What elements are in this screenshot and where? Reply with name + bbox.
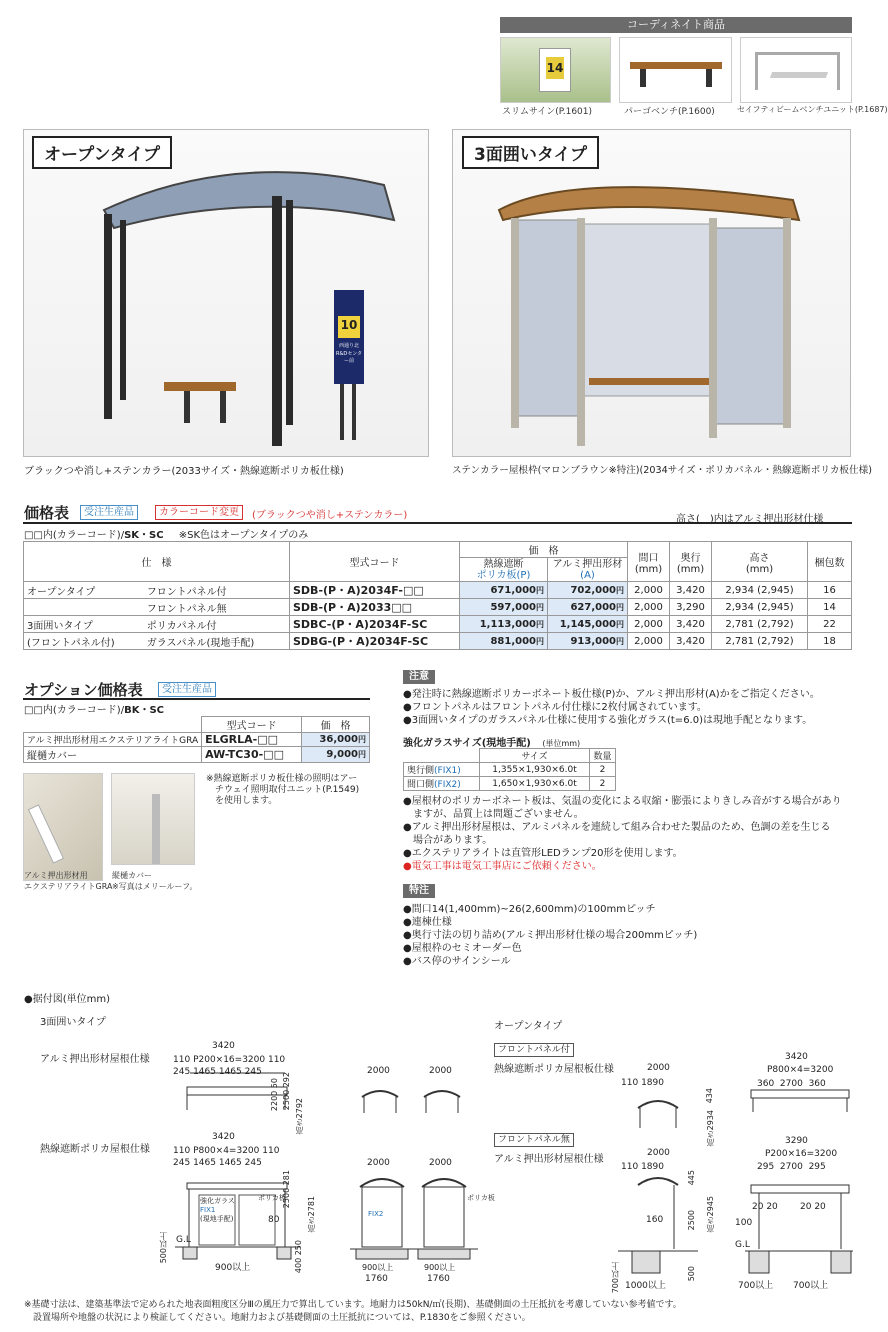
drain-caption: 縦樋カバー ※写真はメリールーフ。 — [112, 871, 198, 891]
dim-2000-a2: 2000 — [429, 1066, 452, 1076]
option-row: 縦樋カバー AW-TC30-□□ 9,000円 — [24, 747, 370, 763]
light-caption: アルミ押出形材用 エクステリアライトGRA — [24, 871, 113, 891]
open-type-label: オープンタイプ — [32, 136, 172, 169]
fix1-label: 強化ガラス FIX1 (現地手配) — [200, 1197, 235, 1223]
fix2-label: FIX2 — [368, 1210, 384, 1218]
sign-board-number: 10 — [340, 318, 358, 332]
polyplate-label-b: ポリカ板 — [258, 1194, 286, 1202]
dim-434: 434 — [705, 1088, 714, 1104]
open-type-illustration — [24, 130, 428, 456]
option-table: 型式コード 価 格 アルミ押出形材用エクステリアライトGRA ELGRLA-□□ 36,000円 縦樋カバー AW-TC30-□□ 9,000円 — [23, 716, 370, 763]
drawing-poly-label: 熱線遮断ポリカ屋根仕様 — [40, 1144, 150, 1155]
glass-table: サイズ 数量 奥行側(FIX1) 1,355×1,930×6.0t 2 間口側(FIX2) 1,650×1,930×6.0t 2 — [403, 748, 616, 791]
dim-3290: 3290 — [785, 1136, 808, 1146]
open-front-without-plan — [745, 1165, 855, 1295]
dim-vert-b: 2500 281 — [282, 1170, 291, 1209]
dim-row-f: 110 1890 — [621, 1162, 664, 1172]
dim-row-g: 295 2700 295 — [757, 1162, 826, 1172]
dim-700-g1: 700以上 — [738, 1281, 774, 1291]
pergo-bench-caption: パーゴベンチ(P.1600) — [624, 107, 715, 117]
notice-line-1: ●発注時に熱線遮断ポリカーボネート板仕様(P)か、アルミ押出形材(A)かをご指定ください。 — [403, 689, 820, 700]
dim-900-b: 900以上 — [215, 1263, 251, 1273]
dim-700-g2: 700以上 — [793, 1281, 829, 1291]
notice2-line-1: ●屋根材のポリカーボネート板は、気温の変化による収縮・膨張によりきしみ音がする場合があり — [403, 796, 842, 807]
dim-2000-b2: 2000 — [429, 1158, 452, 1168]
slim-sign-image — [500, 37, 611, 103]
drawing-open-label: オープンタイプ — [494, 1021, 563, 1032]
dim-500-f: 500 — [687, 1266, 696, 1282]
price-table: 仕 様 型式コード 価 格 間口 (mm) 奥行 (mm) 高さ (mm) 梱包数 熱線遮断 ポリカ板(P) アルミ押出形材 (A) オープンタイプ フロントパネル付 SDB-(P・A)2034F-□□ 671,000円 702,000円 2,000 3,420 2,934 (2,945) 16 フロントパネル無 SDB-(P・A)2033□□ 597,000円 627,000円 2,000 3,290 2,934 (2,945) 14 3面囲いタイプ ポリカパネル付 SDBC-(P・A)2034F-SC 1,113,000円 1,145,000円 2,000 3,420 2,781 (2,792) 22 (フロントパネル付) ガラスパネル(現地手配) SDBG-(P・A)2034F-SC 881,000円 913,000円 2,000 3,420 2,781 (2,792) 18 — [23, 541, 852, 650]
alu-roof-side-drawing — [358, 1075, 488, 1125]
h-2945: 高さ2945 — [706, 1196, 715, 1233]
dim-row-e: 360 2700 360 — [757, 1079, 826, 1089]
glass-title: 強化ガラスサイズ(現地手配) (単位mm) — [403, 738, 581, 749]
sign-board-line1: 西通り北 — [338, 343, 359, 349]
front-with-tag: フロントパネル付 — [494, 1043, 574, 1057]
special-line-3: ●奥行寸法の切り詰め(アルミ押出形材仕様の場合200mmピッチ) — [403, 930, 698, 941]
pergo-bench-image — [619, 37, 732, 103]
sign-board-line2: R&Dセンター前 — [335, 351, 363, 364]
slim-sign-caption: スリムサイン(P.1601) — [502, 107, 593, 117]
open-type-photo — [23, 129, 429, 457]
price-tag-color-change: カラーコード変更 — [155, 505, 243, 520]
dim-vert-a2: 2500 292 — [282, 1072, 291, 1111]
drawings-title: ●据付図(単位mm) — [24, 994, 111, 1005]
dim-row-b2: 245 1465 1465 245 — [173, 1158, 262, 1168]
dim-2000-f: 2000 — [647, 1148, 670, 1158]
notice2-line-3: ●アルミ押出形材屋根は、アルミパネルを連続して組み合わせた製品のため、色調の差を生じる — [403, 822, 831, 833]
gl-b: G.L — [176, 1235, 191, 1245]
dim-2000-d: 2000 — [647, 1063, 670, 1073]
dim-1760-c1: 1760 — [365, 1274, 388, 1284]
drawing-alu-label: アルミ押出形材屋根仕様 — [40, 1054, 150, 1065]
special-line-2: ●連棟仕様 — [403, 917, 452, 928]
dim-445: 445 — [687, 1170, 696, 1186]
dim-3420-a: 3420 — [212, 1041, 235, 1051]
notice2-line-4: 場合があります。 — [403, 835, 493, 846]
notice-label: 注意 — [403, 670, 435, 684]
special-line-4: ●屋根枠のセミオーダー色 — [403, 943, 522, 954]
dim-3420-b: 3420 — [212, 1132, 235, 1142]
open-type-caption: ブラックつや消し+ステンカラー(2033サイズ・熱線遮断ポリカ板仕様) — [24, 466, 344, 477]
three-side-illustration — [453, 130, 850, 456]
option-subline: □□内(カラーコード)/BK・SC — [24, 705, 164, 716]
notice-line-3: ●3面囲いタイプのガラスパネル仕様に使用する強化ガラス(t=6.0)は現地手配となります。 — [403, 715, 813, 726]
dim-p200-g: P200×16=3200 — [765, 1149, 838, 1159]
dim-3420-e: 3420 — [785, 1052, 808, 1062]
drawing-three-side-label: 3面囲いタイプ — [40, 1017, 106, 1028]
notice2-line-2: ますが、品質上は問題ございません。 — [403, 809, 584, 820]
footer-line-1: ※基礎寸法は、建築基準法で定められた地表面粗度区分Ⅲの風圧力で算出しています。地耐力は50kN/㎡(長期)、基礎側面の土圧抵抗を考慮していない参考値です。 — [24, 1300, 682, 1310]
dim-row-d: 110 1890 — [621, 1078, 664, 1088]
safety-bench-caption: セイフティビームベンチユニット(P.1687) — [737, 105, 888, 114]
price-tag-color-note: (ブラックつや消し+ステンカラー) — [252, 510, 408, 521]
dim-2000-a1: 2000 — [367, 1066, 390, 1076]
safety-bench-image — [740, 37, 852, 103]
dim-900-c1: 900以上 — [362, 1263, 394, 1272]
polyplate-label-c: ポリカ板 — [467, 1194, 495, 1202]
drain-cover-photo — [111, 773, 195, 865]
front-without-sub: アルミ押出形材屋根仕様 — [494, 1154, 604, 1165]
notice2-line-5: ●エクステリアライトは直管形LEDランプ20形を使用します。 — [403, 848, 683, 859]
dim-500up: 500以上 — [159, 1232, 168, 1264]
dim-2500-f: 2500 — [687, 1210, 696, 1231]
price-height-note: 高さ( )内はアルミ押出形材仕様 — [676, 514, 824, 525]
price-title: 価格表 — [24, 504, 70, 522]
dim-1760-c2: 1760 — [427, 1274, 450, 1284]
dim-1000-f: 1000以上 — [625, 1281, 666, 1291]
notice-line-2: ●フロントパネルはフロントパネル付仕様に2枚付属されています。 — [403, 702, 707, 713]
dim-vert-a: 2200 50 — [270, 1078, 279, 1112]
front-without-tag: フロントパネル無 — [494, 1133, 574, 1147]
open-front-with-drawing — [618, 1080, 708, 1140]
dim-20-g1: 20 20 — [752, 1202, 778, 1212]
option-title: オプション価格表 — [24, 681, 143, 699]
price-tag-made-to-order: 受注生産品 — [80, 505, 138, 520]
notice-electric: ●電気工事は電気工事店にご依頼ください。 — [403, 861, 602, 872]
sign-number: 14 — [546, 57, 564, 79]
three-side-caption: ステンカラー屋根枠(マロンブラウン※特注)(2034サイズ・ポリカパネル・熱線遮断ポリカ板仕様) — [452, 465, 872, 476]
dim-row-a2: 245 1465 1465 245 — [173, 1067, 262, 1077]
dim-2000-b1: 2000 — [367, 1158, 390, 1168]
dim-80: 80 — [268, 1215, 280, 1225]
option-note: ※熱線遮断ポリカ板仕様の照明はアー チウェイ照明取付ユニット(P.1549) を使用します。 — [206, 774, 360, 806]
price-row: フロントパネル無 SDB-(P・A)2033□□ 597,000円 627,000円 2,000 3,290 2,934 (2,945) 14 — [24, 599, 852, 616]
dim-100-g: 100 — [735, 1218, 753, 1228]
dim-p800-e: P800×4=3200 — [767, 1065, 834, 1075]
price-row: オープンタイプ フロントパネル付 SDB-(P・A)2034F-□□ 671,000円 702,000円 2,000 3,420 2,934 (2,945) 16 — [24, 582, 852, 599]
price-row: (フロントパネル付) ガラスパネル(現地手配) SDBG-(P・A)2034F-SC 881,000円 913,000円 2,000 3,420 2,781 (2,792) 18 — [24, 633, 852, 650]
poly-roof-side-drawing — [350, 1165, 480, 1275]
dim-row-b1: 110 P800×4=3200 110 — [173, 1146, 280, 1156]
dim-700-f: 700以上 — [611, 1262, 620, 1294]
dim-160: 160 — [646, 1215, 664, 1225]
special-line-1: ●間口14(1,400mm)~26(2,600mm)の100mmピッチ — [403, 904, 656, 915]
price-subline: □□内(カラーコード)/SK・SC ※SK色はオープンタイプのみ — [24, 530, 309, 541]
gl-g: G.L — [735, 1240, 750, 1250]
option-row: アルミ押出形材用エクステリアライトGRA ELGRLA-□□ 36,000円 — [24, 733, 370, 747]
exterior-light-photo — [23, 773, 103, 881]
three-side-photo — [452, 129, 851, 457]
dim-20-g2: 20 20 — [800, 1202, 826, 1212]
option-tag: 受注生産品 — [158, 682, 216, 697]
special-label: 特注 — [403, 884, 435, 898]
footer-line-2: 設置場所や地盤の状況により検証してください。地耐力および基礎側面の土圧抵抗については、P.1830をご参照ください。 — [24, 1313, 531, 1323]
three-side-label: 3面囲いタイプ — [462, 136, 599, 169]
front-with-sub: 熱線遮断ポリカ屋根板仕様 — [494, 1064, 614, 1075]
special-line-5: ●バス停のサインシール — [403, 956, 511, 967]
coordinate-header: コーディネイト商品 — [500, 17, 852, 33]
dim-vert-b2: 400 250 — [294, 1240, 303, 1274]
dim-row-a1: 110 P200×16=3200 110 — [173, 1055, 286, 1065]
h-2934: 高さ2934 — [706, 1110, 715, 1147]
dim-900-c2: 900以上 — [424, 1263, 456, 1272]
h-2781: 高さ2781 — [307, 1196, 316, 1233]
h-2792: 高さ2792 — [295, 1098, 304, 1135]
price-row: 3面囲いタイプ ポリカパネル付 SDBC-(P・A)2034F-SC 1,113,000円 1,145,000円 2,000 3,420 2,781 (2,792) 22 — [24, 616, 852, 633]
